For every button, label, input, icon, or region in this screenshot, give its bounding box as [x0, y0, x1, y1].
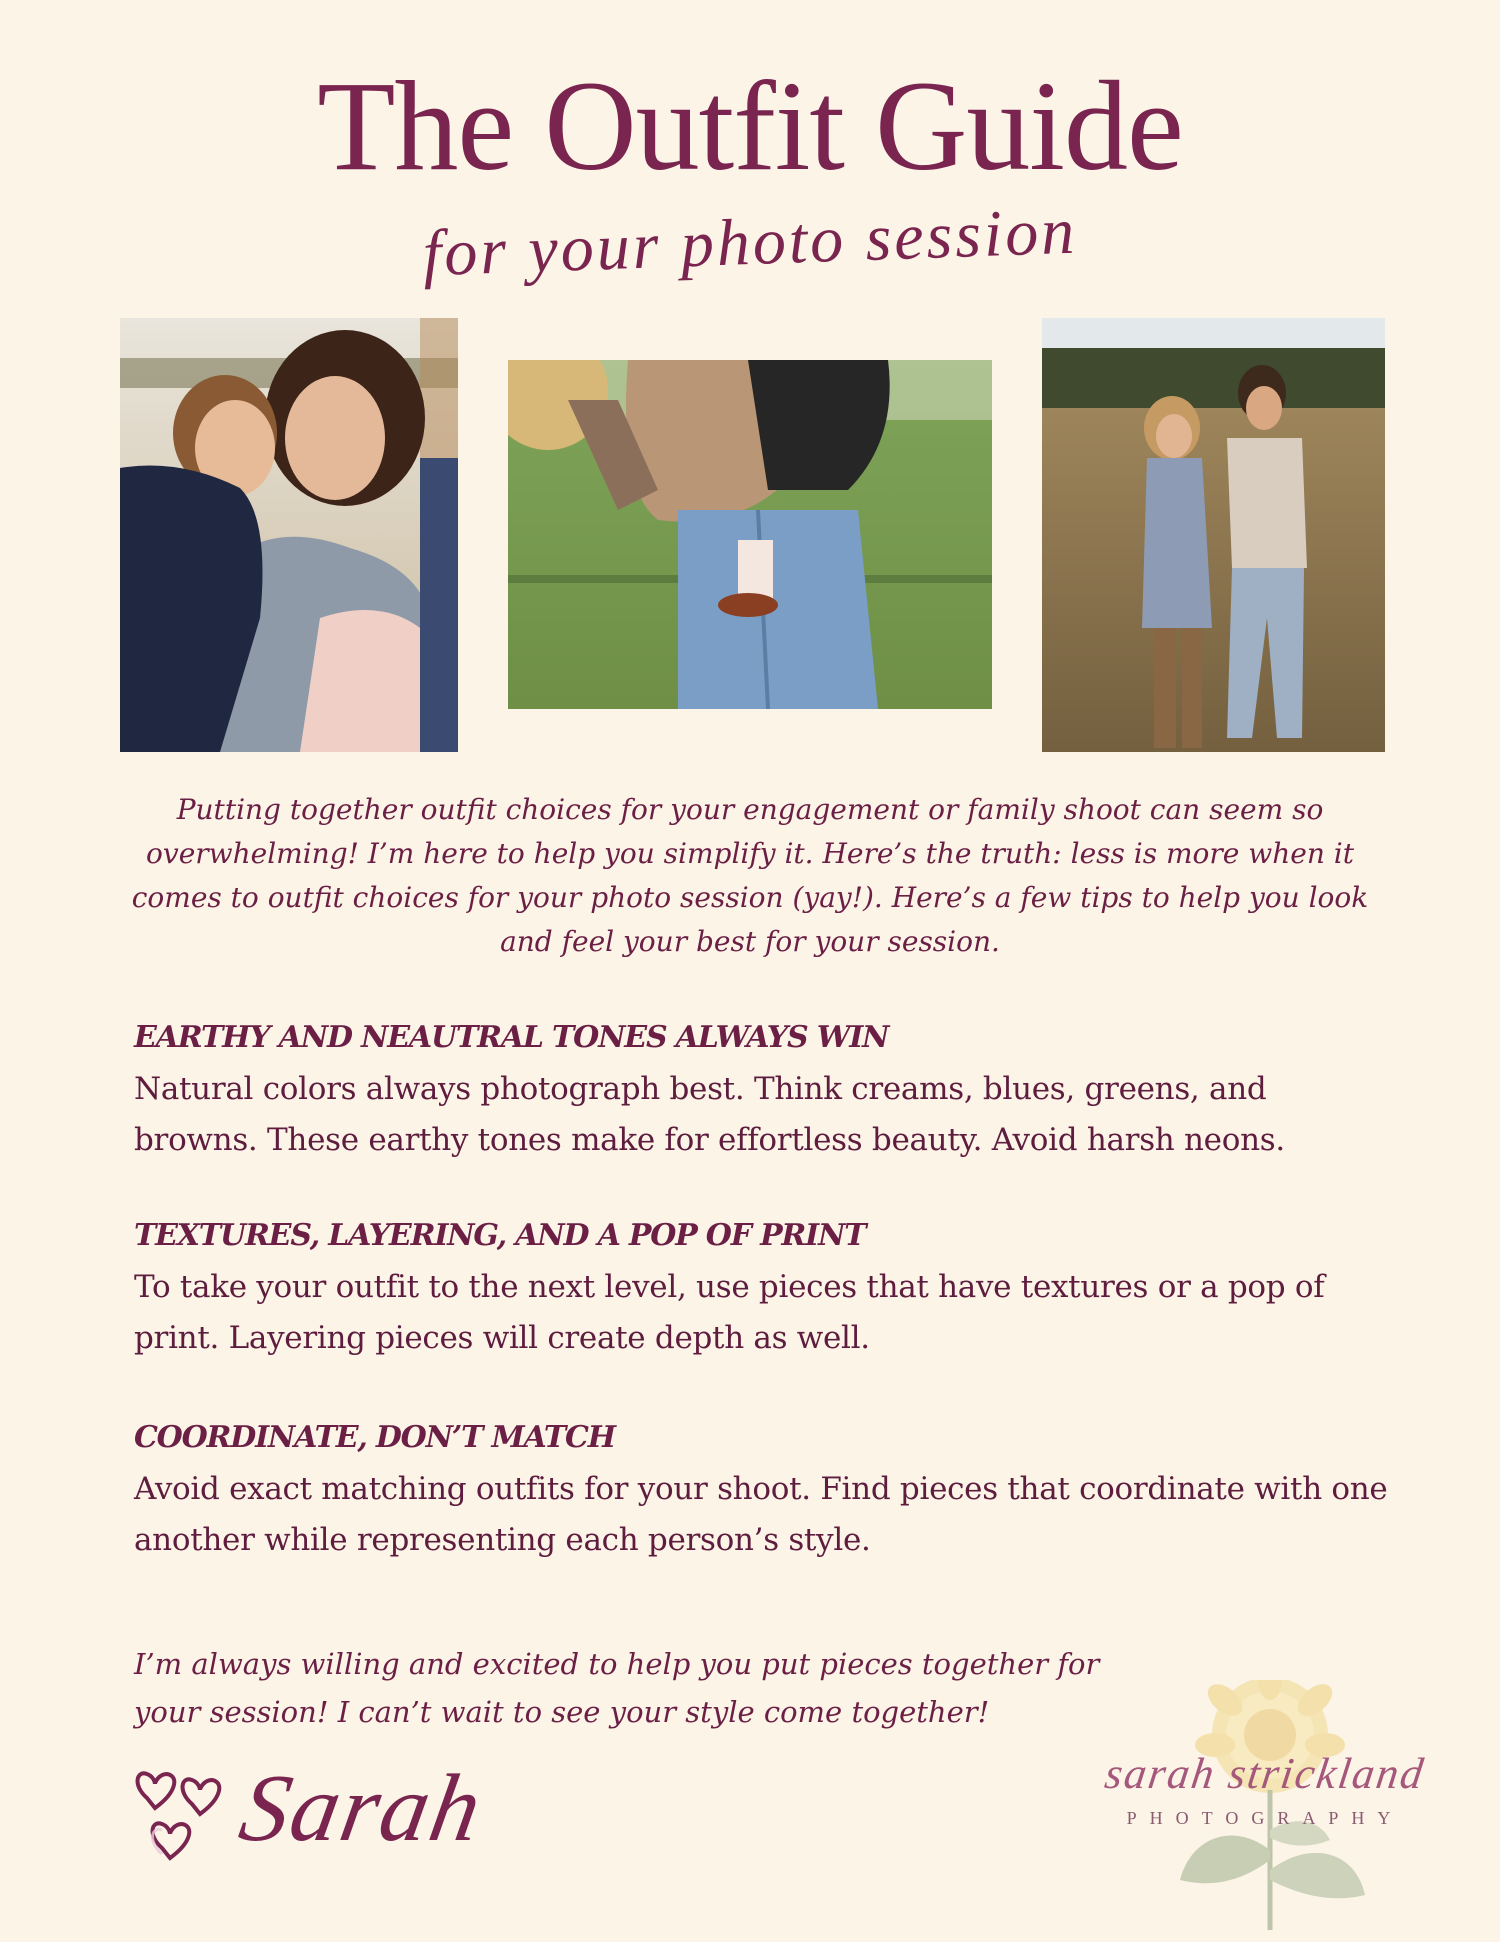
- tip-body: Avoid exact matching outfits for your shoot. Find pieces that coordinate with one another while representing each person’s style.: [134, 1471, 1388, 1558]
- photo-mother-and-son: [120, 318, 458, 752]
- photo-mother-holding-child: [508, 360, 992, 709]
- closing-note: I’m always willing and excited to help you put pieces together for your session! I can’t wait to see your style come together!: [134, 1647, 1100, 1729]
- signature: [132, 1754, 492, 1880]
- tip-heading: EARTHY AND NEAUTRAL TONES ALWAYS WIN: [134, 1020, 889, 1055]
- brand-logo: [1100, 1680, 1430, 1930]
- intro-paragraph: Putting together outfit choices for your engagement or family shoot can seem so overwhelming! I’m here to help you simplify it. Here’s the truth: less is more when it comes to outfit choices for your photo session (yay!). Here’s a few tips to help you look and feel your best for your session.: [131, 793, 1369, 958]
- chrysanthemum-icon: [1120, 1680, 1420, 1930]
- photo-couple-walking: [1042, 318, 1385, 752]
- signature-name: Sarah: [232, 1754, 491, 1861]
- tip-body: Natural colors always photograph best. Think creams, blues, greens, and browns. These earthy tones make for effortless beauty. Avoid harsh neons.: [134, 1071, 1285, 1158]
- page-title: The Outfit Guide: [317, 55, 1183, 197]
- tip-earthy-neutral-tones: [134, 1018, 1394, 1166]
- tip-body: To take your outfit to the next level, use pieces that have textures or a pop of print. Layering pieces will create depth as well.: [134, 1269, 1325, 1356]
- logo-tagline: PHOTOGRAPHY: [1126, 1808, 1404, 1828]
- logo-name: sarah strickland: [1101, 1749, 1429, 1798]
- tip-heading: TEXTURES, LAYERING, AND A POP OF PRINT: [134, 1218, 866, 1253]
- hearts-icon: [132, 1760, 242, 1880]
- tip-heading: COORDINATE, DON’T MATCH: [134, 1420, 615, 1455]
- tip-coordinate-dont-match: [134, 1418, 1394, 1566]
- tip-textures-layering: [134, 1216, 1394, 1364]
- page-subtitle: for your photo session: [421, 194, 1079, 291]
